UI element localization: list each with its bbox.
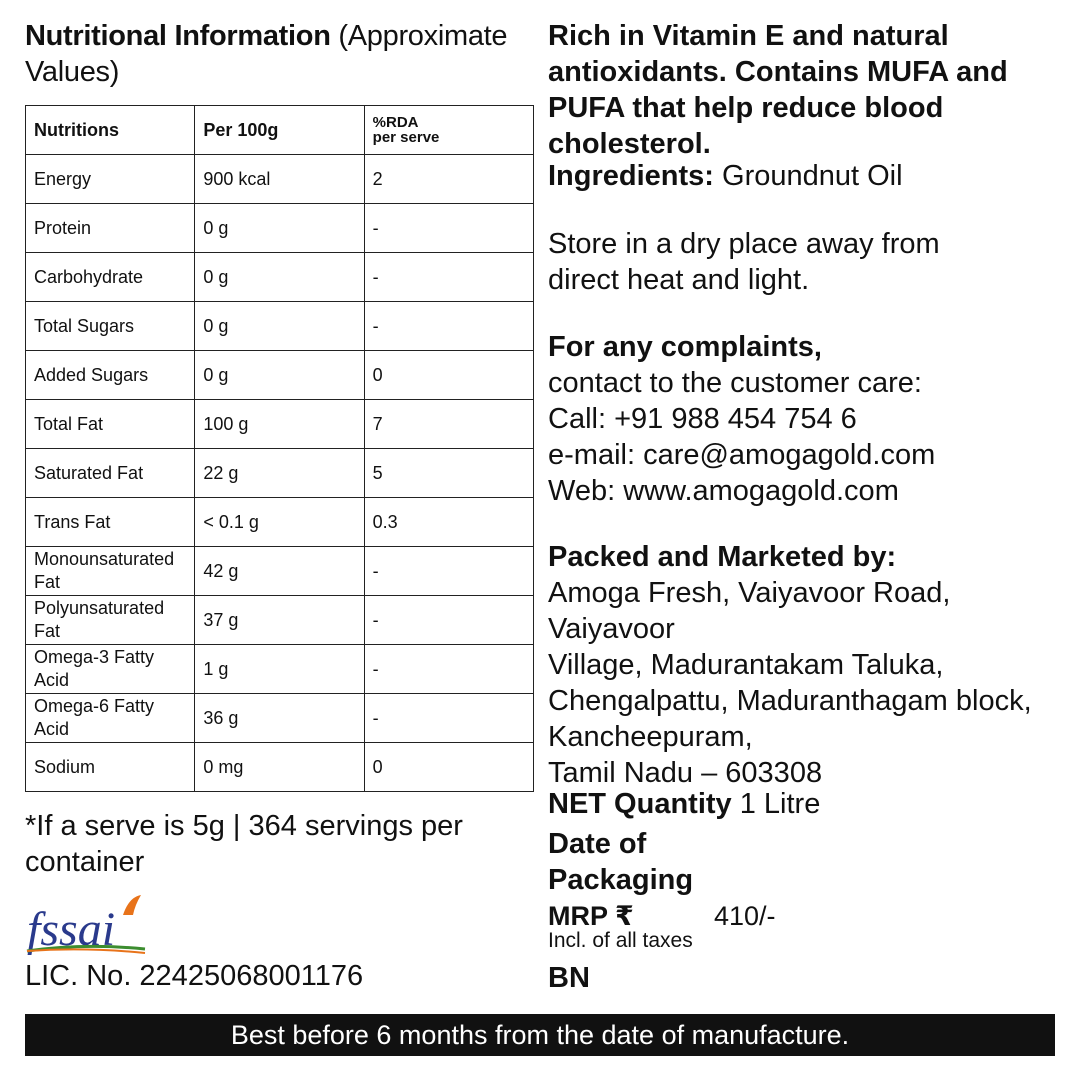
nutrient-rda: - — [364, 596, 533, 645]
complaints-line: contact to the customer care: — [548, 367, 922, 399]
nutrient-per100: 22 g — [195, 449, 364, 498]
header-nutritions: Nutritions — [26, 106, 195, 155]
nutrient-per100: 0 g — [195, 302, 364, 351]
date-of-packaging-line: Packaging — [548, 864, 694, 896]
customer-care-phone: Call: +91 988 454 754 6 — [548, 403, 857, 435]
date-of-packaging — [548, 826, 1068, 898]
nutrient-rda: 0 — [364, 743, 533, 792]
nutrient-name: Monounsaturated Fat — [26, 547, 195, 596]
nutrient-rda: - — [364, 302, 533, 351]
table-row — [26, 351, 534, 400]
nutrient-name: Protein — [26, 204, 195, 253]
nutrient-rda: 7 — [364, 400, 533, 449]
nutrient-name: Energy — [26, 155, 195, 204]
net-quantity — [548, 786, 1068, 822]
header-rda: %RDA per serve — [364, 106, 533, 155]
net-quantity-value: 1 Litre — [731, 788, 821, 820]
nutrient-rda: 0 — [364, 351, 533, 400]
mrp-subtext: Incl. of all taxes — [548, 929, 693, 952]
nutrient-name: Trans Fat — [26, 498, 195, 547]
license-number: LIC. No. 22425068001176 — [25, 960, 364, 992]
nutrition-title-bold: Nutritional Information — [25, 20, 331, 52]
nutrient-name: Omega-3 Fatty Acid — [26, 645, 195, 694]
complaints-block — [548, 329, 1068, 509]
nutrient-rda: - — [364, 547, 533, 596]
packer-address-line: Amoga Fresh, Vaiyavoor Road, Vaiyavoor — [548, 577, 951, 645]
nutrient-name: Saturated Fat — [26, 449, 195, 498]
nutrient-per100: 0 g — [195, 253, 364, 302]
nutrient-name: Polyunsaturated Fat — [26, 596, 195, 645]
table-row — [26, 498, 534, 547]
batch-number: BN — [548, 962, 590, 994]
table-header-row — [26, 106, 534, 155]
nutrient-per100: 37 g — [195, 596, 364, 645]
table-row — [26, 449, 534, 498]
nutrient-rda: 2 — [364, 155, 533, 204]
nutrient-name: Sodium — [26, 743, 195, 792]
date-of-packaging-line: Date of — [548, 828, 647, 860]
table-row — [26, 596, 534, 645]
fssai-logo — [25, 893, 150, 955]
table-row — [26, 204, 534, 253]
best-before-banner: Best before 6 months from the date of manufacture. — [25, 1014, 1055, 1056]
header-per100: Per 100g — [195, 106, 364, 155]
nutrient-name: Omega-6 Fatty Acid — [26, 694, 195, 743]
table-row — [26, 547, 534, 596]
nutrient-rda: 0.3 — [364, 498, 533, 547]
nutrient-per100: 1 g — [195, 645, 364, 694]
nutrient-rda: - — [364, 253, 533, 302]
packer-address-line: Kancheepuram, — [548, 721, 753, 753]
nutrient-name: Total Sugars — [26, 302, 195, 351]
nutrient-per100: 42 g — [195, 547, 364, 596]
table-row — [26, 694, 534, 743]
nutrition-table — [25, 105, 534, 792]
ingredients-label: Ingredients: — [548, 160, 714, 192]
nutrient-per100: < 0.1 g — [195, 498, 364, 547]
nutrient-per100: 0 g — [195, 351, 364, 400]
nutrient-per100: 0 g — [195, 204, 364, 253]
serving-note: *If a serve is 5g | 364 servings per container — [25, 810, 463, 878]
nutrient-per100: 900 kcal — [195, 155, 364, 204]
nutrient-rda: - — [364, 645, 533, 694]
nutrient-name: Added Sugars — [26, 351, 195, 400]
nutrient-name: Total Fat — [26, 400, 195, 449]
nutrient-rda: - — [364, 694, 533, 743]
complaints-heading: For any complaints, — [548, 331, 822, 363]
nutrient-per100: 100 g — [195, 400, 364, 449]
nutrient-per100: 36 g — [195, 694, 364, 743]
table-row — [26, 155, 534, 204]
website: Web: www.amogagold.com — [548, 475, 899, 507]
nutrition-title-rest: (Approximate Values) — [25, 20, 508, 88]
leaf-icon — [123, 895, 141, 915]
table-row — [26, 645, 534, 694]
table-row — [26, 253, 534, 302]
packer-heading: Packed and Marketed by: — [548, 541, 897, 573]
table-row — [26, 743, 534, 792]
fssai-logo-text: fssai — [27, 903, 116, 955]
nutrition-title — [25, 18, 535, 90]
nutrient-rda: - — [364, 204, 533, 253]
ingredients — [548, 158, 1068, 194]
packer-address-line: Village, Madurantakam Taluka, — [548, 649, 944, 681]
mrp-value: 410/- — [714, 901, 776, 931]
table-row — [26, 400, 534, 449]
ingredients-value: Groundnut Oil — [713, 160, 903, 192]
nutrient-rda: 5 — [364, 449, 533, 498]
packer-address-line: Tamil Nadu – 603308 — [548, 757, 823, 789]
mrp-label: MRP ₹ — [548, 901, 634, 931]
net-quantity-label: NET Quantity — [548, 788, 732, 820]
nutrient-name: Carbohydrate — [26, 253, 195, 302]
packer-address-line: Chengalpattu, Maduranthagam block, — [548, 685, 1032, 717]
nutrient-per100: 0 mg — [195, 743, 364, 792]
packer-block — [548, 539, 1068, 791]
storage-text: Store in a dry place away from direct heat and light. — [548, 228, 940, 296]
mrp-block — [548, 898, 848, 958]
table-row — [26, 302, 534, 351]
claims-text: Rich in Vitamin E and natural antioxidants. Contains MUFA and PUFA that help reduce blood cholesterol. — [548, 20, 1008, 160]
customer-care-email: e-mail: care@amogagold.com — [548, 439, 936, 471]
